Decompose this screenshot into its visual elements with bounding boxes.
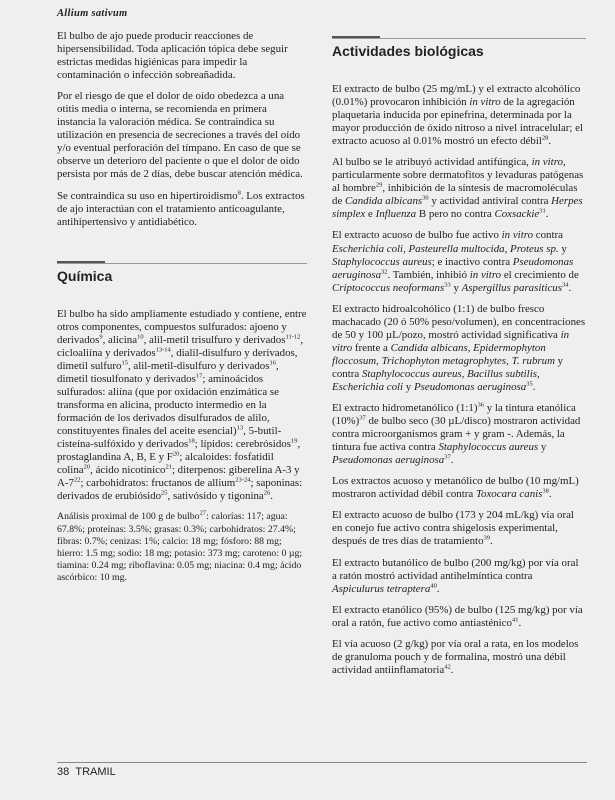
page-footer (57, 766, 116, 778)
paragraph-analysis: Análisis proximal de 100 g de bulbo$^{27}$: calorías: 117; agua: 67.8%; proteínas: 3.5%; grasas: 0.3%; carbohidratos: 27.4%; fibras: 0.7%; cenizas: 1%; calcio: 18 mg; fósforo: 88 mg; hierro: 1.5 mg; sodio: 18 mg; potasio: 373 mg; caroteno: 0 µg; tiamina: 0.24 mg; riboflavina: 0.05 mg; niacina: 0.4 mg; ácido ascórbico: 10 mg. (57, 510, 303, 584)
page-number: 38 (57, 766, 70, 778)
paragraph: El extracto de bulbo (25 mg/mL) y el extracto alcohólico (0.01%) provocaron inhibición in vitro de la agregación plaquetaria inducida por epinefrina, determinada por la mayor producción de óxido nitroso a nivel intracelular; el extracto acuoso al 0.01% mostró un efecto débil$^{28}$. (332, 83, 584, 148)
footer-rule (57, 762, 587, 763)
section-heading-quimica: Química (57, 263, 307, 284)
paragraph: Se contraindica su uso en hipertiroidismo$^8$. Los extractos de ajo interactúan con el tratamiento anticoagulante, antihipertensivo y antidiabético. (57, 188, 305, 228)
paragraph: Los extractos acuoso y metanólico de bulbo (10 mg/mL) mostraron actividad débil contra Toxocara canis$^{38}$. (332, 475, 579, 501)
footer-label: TRAMIL (75, 766, 116, 778)
paragraph: Al bulbo se le atribuyó actividad antifúngica, in vitro, particularmente sobre dermatofitos y levaduras patógenas al hombre$^{29}$, inhibición de la síntesis de macromoléculas de Candida albicans$^{30}$ y actividad antiviral contra Herpes simplex e Influenza B pero no contra Coxsackie$^{31}$. (332, 156, 584, 221)
section-heading-actividades: Actividades biológicas (332, 38, 586, 59)
paragraph: El extracto hidroalcohólico (1:1) de bulbo fresco machacado (20 ó 50% peso/volumen), en concentraciones de 50 y 100 µL/pozo, mostró actividad significativa in vitro frente a Candida albicans, Epidermophyton floccosum, Trichophyton metagrophytes, T. rubrum y contra Staphylococcus aureus, Bacillus subtilis, Escherichia coli y Pseudomonas aeruginosa$^{35}$. (332, 302, 586, 393)
right-column (332, 38, 586, 685)
running-header: Allium sativum (57, 8, 128, 19)
paragraph: El extracto etanólico (95%) de bulbo (125 mg/kg) por vía oral a ratón, fue activo como antiasténico$^{41}$. (332, 603, 583, 629)
paragraph: El extracto hidrometanólico (1:1)$^{36}$ y la tintura etanólica $(10\%)^{37}$ de bulbo seco (30 µL/disco) mostraron actividad contra microorganismos gram + y gram -. Además, la tintura fue activa contra Staphylococcus aureus y Pseudomonas aeruginosa$^{37}$. (332, 401, 581, 467)
paragraph: Por el riesgo de que el dolor de oído obedezca a una otitis media o interna, se recomienda en primera instancia la valoración médica. Se contraindica su utilización en presencia de secreciones a través del oído y/o eventual perforación del tímpano. En caso de que se observe un deterioro del paciente o que el dolor de oído persista por más de 2 días, debe buscar atención médica. (57, 90, 303, 181)
paragraph-quimica: El bulbo ha sido ampliamente estudiado y contiene, entre otros componentes, compuestos sulfurados: ajoeno y derivados$^9$, alicina$^{10}$, alil-metil trisulfuro y derivados$^{11-12}$, cicloaliína y derivados$^{13-14}$, dialil-disulfuro y derivados, dimetil sulfuro$^{15}$, alil-metil-disulfuro y derivados$^{16}$, dimetil tiosulfonato y derivados$^{17}$; aminoácidos sulfurados: aliína (que por oxidación enzimática se transforma en alicina, producto intermedio en la formación de los derivados disulfurados de alilo, constituyentes finales del aceite esencial)$^{13}$, 5-butil-cisteína-sulfóxido y derivados$^{18}$; lípidos: cerebrósidos$^{19}$, prostaglandina A, B, E y $F^{20}$; alcaloides: fosfatidil colina$^{20}$, ácido nicotínico$^{21}$; diterpenos: giberelina A-3 y $A-7^{22}$; carbohidratos: fructanos de allium$^{23-24}$; saponinas: derivados de erubiósido$^{25}$, sativósido y tigonina$^{26}$. (57, 307, 307, 503)
paragraph: El extracto butanólico de bulbo (200 mg/kg) por vía oral a ratón mostró actividad antihelmíntica contra Aspiculurus tetraptera$^{40}$. (332, 556, 579, 595)
left-column (57, 30, 307, 593)
paragraph: El vía acuoso (2 g/kg) por vía oral a rata, en los modelos de granuloma pouch y de formalina, mostró una débil actividad antiinflamatoria$^{42}$. (332, 637, 579, 676)
paragraph: El bulbo de ajo puede producir reacciones de hipersensibilidad. Toda aplicación tópica debe seguir estrictas medidas higiénicas para impedir la contaminación o infección sobreañadida. (57, 30, 288, 82)
paragraph: El extracto acuoso de bulbo fue activo in vitro contra Escherichia coli, Pasteurella multocida, Proteus sp. y Staphylococcus aureus; e inactivo contra Pseudomonas aeruginosa$^{32}$. También, inhibió in vitro el crecimiento de Criptococcus neoformans$^{33}$ y Aspergillus parasiticus$^{34}$. (332, 229, 579, 294)
paragraph: El extracto acuoso de bulbo (173 y 204 mL/kg) vía oral en conejo fue activo contra shigelosis experimental, después de tres días de tratamiento$^{39}$. (332, 509, 574, 548)
